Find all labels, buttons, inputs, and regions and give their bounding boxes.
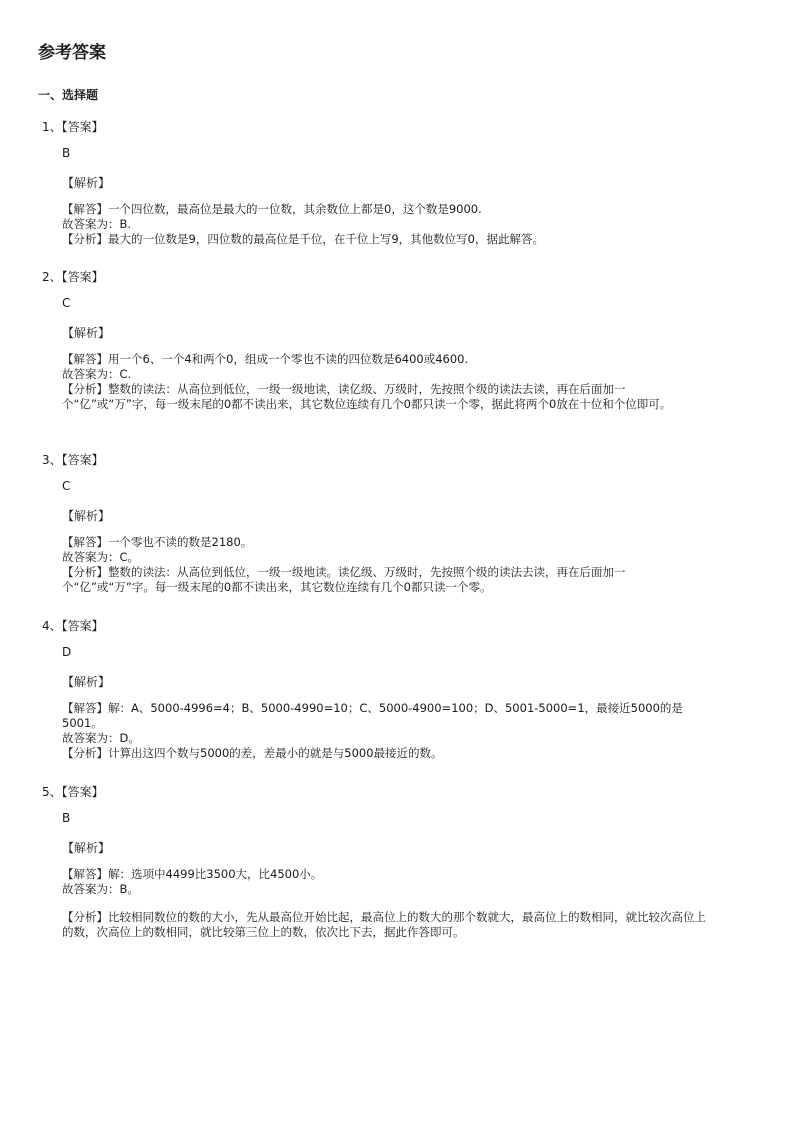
answer-tag: 【答案】 bbox=[61, 270, 104, 284]
analysis-tag: 【解析】 bbox=[62, 675, 111, 689]
analysis-line: 故答案为：B。 bbox=[62, 882, 139, 896]
analysis-line: 故答案为：D。 bbox=[62, 731, 140, 745]
analysis-tag: 【解析】 bbox=[62, 176, 111, 190]
answer-choice: C bbox=[62, 479, 71, 493]
section-heading: 一、选择题 bbox=[38, 88, 99, 102]
answer-choice: B bbox=[62, 811, 71, 825]
analysis-tag: 【解析】 bbox=[62, 509, 111, 523]
question-number: 3、 bbox=[42, 453, 62, 467]
answer-tag: 【答案】 bbox=[61, 619, 104, 633]
answer-choice: B bbox=[62, 146, 71, 160]
analysis-line: 【分析】最大的一位数是9，四位数的最高位是千位，在千位上写9，其他数位写0，据此解答。 bbox=[62, 232, 544, 246]
analysis-line: 【分析】整数的读法：从高位到低位，一级一级地读，读亿级、万级时，先按照个级的读法去读，再在后面加一个“亿”或“万”字，每一级末尾的0都不读出来，其它数位连续有几个0都只读一个零，据此将两个0放在十位和个位即可。 bbox=[62, 382, 672, 411]
question-header bbox=[42, 451, 104, 468]
analysis-tag: 【解析】 bbox=[62, 841, 111, 855]
analysis-body bbox=[62, 352, 712, 412]
question-number: 5、 bbox=[42, 785, 62, 799]
question-header bbox=[42, 118, 104, 135]
analysis-body bbox=[62, 867, 712, 940]
analysis-line: 故答案为：C。 bbox=[62, 550, 140, 564]
question-number: 1、 bbox=[42, 120, 62, 134]
analysis-line: 【解答】解：A、5000-4996=4；B、5000-4990=10；C、5000-4900=100；D、5001-5000=1，最接近5000的是5001。 bbox=[62, 701, 683, 730]
analysis-line: 【解答】用一个6、一个4和两个0，组成一个零也不读的四位数是6400或4600. bbox=[62, 352, 469, 366]
question-number: 2、 bbox=[42, 270, 62, 284]
analysis-tag: 【解析】 bbox=[62, 326, 111, 340]
analysis-line: 【分析】计算出这四个数与5000的差，差最小的就是与5000最接近的数。 bbox=[62, 746, 443, 760]
page-title: 参考答案 bbox=[38, 43, 106, 63]
analysis-body bbox=[62, 701, 712, 761]
analysis-line: 【解答】一个零也不读的数是2180。 bbox=[62, 535, 253, 549]
answer-choice: D bbox=[62, 645, 72, 659]
analysis-line: 【分析】整数的读法：从高位到低位，一级一级地读。读亿级、万级时，先按照个级的读法去读，再在后面加一个“亿”或“万”字。每一级末尾的0都不读出来，其它数位连续有几个0都只读一个零。 bbox=[62, 565, 626, 594]
analysis-body bbox=[62, 535, 712, 595]
answer-choice: C bbox=[62, 296, 71, 310]
analysis-line: 【解答】解：选项中4499比3500大，比4500小。 bbox=[62, 867, 323, 881]
analysis-line: 【分析】比较相同数位的数的大小，先从最高位开始比起，最高位上的数大的那个数就大，最高位上的数相同，就比较次高位上的数，次高位上的数相同，就比较第三位上的数，依次比下去，据此作答即可。 bbox=[62, 910, 706, 939]
analysis-line: 【解答】一个四位数，最高位是最大的一位数，其余数位上都是0，这个数是9000. bbox=[62, 202, 482, 216]
analysis-line: 故答案为：B. bbox=[62, 217, 132, 231]
question-header bbox=[42, 617, 104, 634]
question-number: 4、 bbox=[42, 619, 62, 633]
answer-tag: 【答案】 bbox=[61, 453, 104, 467]
answer-tag: 【答案】 bbox=[61, 120, 104, 134]
question-header bbox=[42, 783, 104, 800]
question-header bbox=[42, 268, 104, 285]
analysis-body bbox=[62, 202, 712, 247]
answer-tag: 【答案】 bbox=[61, 785, 104, 799]
analysis-line: 故答案为：C. bbox=[62, 367, 132, 381]
